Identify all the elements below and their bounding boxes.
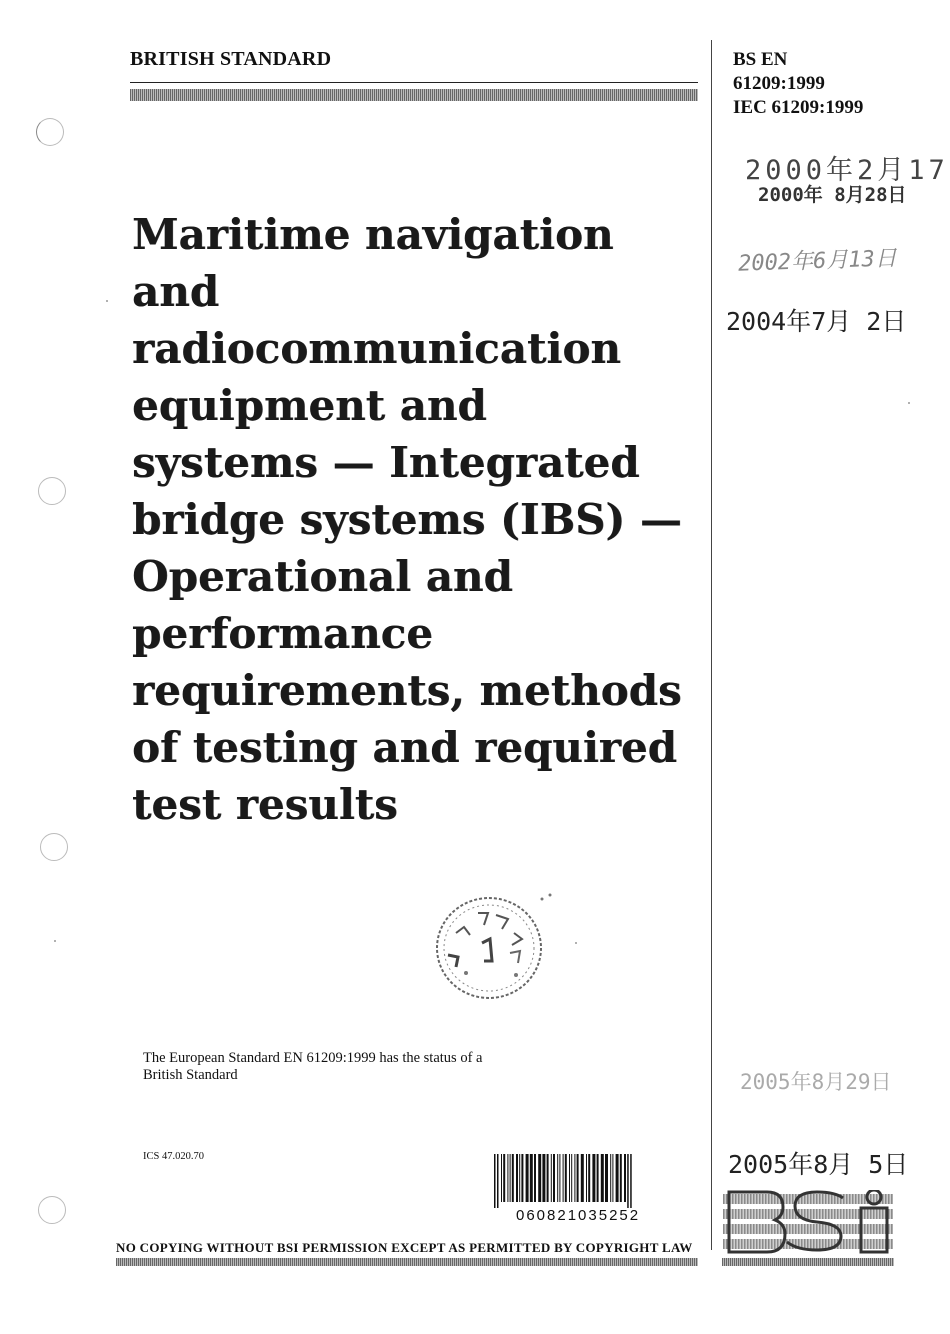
title-line: equipment and [132, 381, 487, 430]
copyright-note: NO COPYING WITHOUT BSI PERMISSION EXCEPT AS PERMITTED BY COPYRIGHT LAW [116, 1240, 693, 1255]
barcode-bar [571, 1154, 572, 1202]
barcode-bar [616, 1154, 619, 1202]
punch-hole [38, 477, 66, 505]
punch-hole [40, 833, 68, 861]
barcode-bar [592, 1154, 595, 1202]
date-stamp: 2005年8月 5日 [728, 1150, 909, 1179]
barcode-bar [530, 1154, 533, 1202]
ics-code: ICS 47.020.70 [143, 1151, 204, 1162]
designation-line: BS EN [733, 49, 788, 70]
barcode-bar [519, 1154, 520, 1202]
barcode-bar [507, 1154, 508, 1202]
barcode-bar [577, 1154, 579, 1202]
barcode-bar [624, 1154, 626, 1202]
barcode-bar [494, 1154, 496, 1208]
barcode-bar [551, 1154, 552, 1202]
barcode-bar [534, 1154, 536, 1202]
header-rule [130, 82, 698, 83]
barcode [492, 1154, 664, 1210]
bsi-logo [723, 1190, 893, 1258]
designation-line: 61209:1999 [733, 73, 825, 94]
title-line: Maritime navigation and [132, 210, 614, 316]
barcode-bar [586, 1154, 587, 1202]
barcode-bar [605, 1154, 608, 1202]
barcode-bar [538, 1154, 541, 1202]
title-line: requirements, methods [132, 666, 682, 715]
barcode-bar [565, 1154, 567, 1202]
barcode-bar [559, 1154, 560, 1202]
designation-line: IEC 61209:1999 [733, 97, 864, 118]
barcode-bar [510, 1154, 511, 1202]
barcode-bar [557, 1154, 558, 1202]
barcode-bar [597, 1154, 599, 1202]
barcode-bar [501, 1154, 502, 1202]
footer-hatch-rule [722, 1258, 894, 1266]
title-line: test results [132, 780, 398, 829]
barcode-bar [512, 1154, 514, 1202]
scan-speck [54, 940, 56, 942]
title-line: bridge systems (IBS) — [132, 495, 682, 544]
barcode-bar [601, 1154, 604, 1202]
standard-designation [733, 48, 863, 120]
date-stamp: 2000年2月17 [745, 155, 949, 186]
barcode-bar [627, 1154, 629, 1208]
scan-speck [575, 942, 577, 944]
document-title [132, 206, 712, 833]
title-line: performance [132, 609, 433, 658]
barcode-bar [563, 1154, 564, 1202]
barcode-bar [612, 1154, 613, 1202]
barcode-bar [547, 1154, 549, 1202]
series-label: BRITISH STANDARD [130, 48, 332, 70]
header-hatch-rule [130, 89, 698, 101]
date-stamp: 2002年6月13日 [737, 246, 898, 277]
barcode-bar [516, 1154, 518, 1202]
barcode-bar [574, 1154, 575, 1202]
title-line: systems — Integrated [132, 438, 640, 487]
title-line: of testing and required [132, 723, 678, 772]
punch-hole [38, 1196, 66, 1224]
scan-speck [106, 300, 108, 302]
barcode-bar [620, 1154, 622, 1202]
barcode-bar [630, 1154, 632, 1208]
barcode-bar [526, 1154, 529, 1202]
barcode-bar [521, 1154, 523, 1202]
title-line: radiocommunication [132, 324, 621, 373]
barcode-bar [569, 1154, 570, 1202]
footer-hatch-rule [116, 1258, 698, 1266]
punch-hole [36, 118, 64, 146]
barcode-bar [610, 1154, 611, 1202]
library-seal-stamp [426, 893, 552, 1003]
status-note-line: British Standard [143, 1067, 238, 1083]
title-line: Operational and [132, 552, 513, 601]
status-note [143, 1050, 563, 1084]
status-note-line: The European Standard EN 61209:1999 has the status of a [143, 1050, 483, 1066]
barcode-bar [542, 1154, 545, 1202]
date-stamp: 2004年7月 2日 [726, 307, 907, 336]
date-stamp: 2005年8月29日 [740, 1070, 892, 1094]
barcode-number: 060821035252 [516, 1207, 641, 1224]
barcode-bar [588, 1154, 590, 1202]
barcode-bar [553, 1154, 555, 1202]
scan-speck [908, 402, 910, 404]
barcode-bar [503, 1154, 505, 1202]
date-stamp: 2000年 8月28日 [758, 184, 907, 206]
barcode-bar [497, 1154, 499, 1208]
barcode-bar [581, 1154, 584, 1202]
